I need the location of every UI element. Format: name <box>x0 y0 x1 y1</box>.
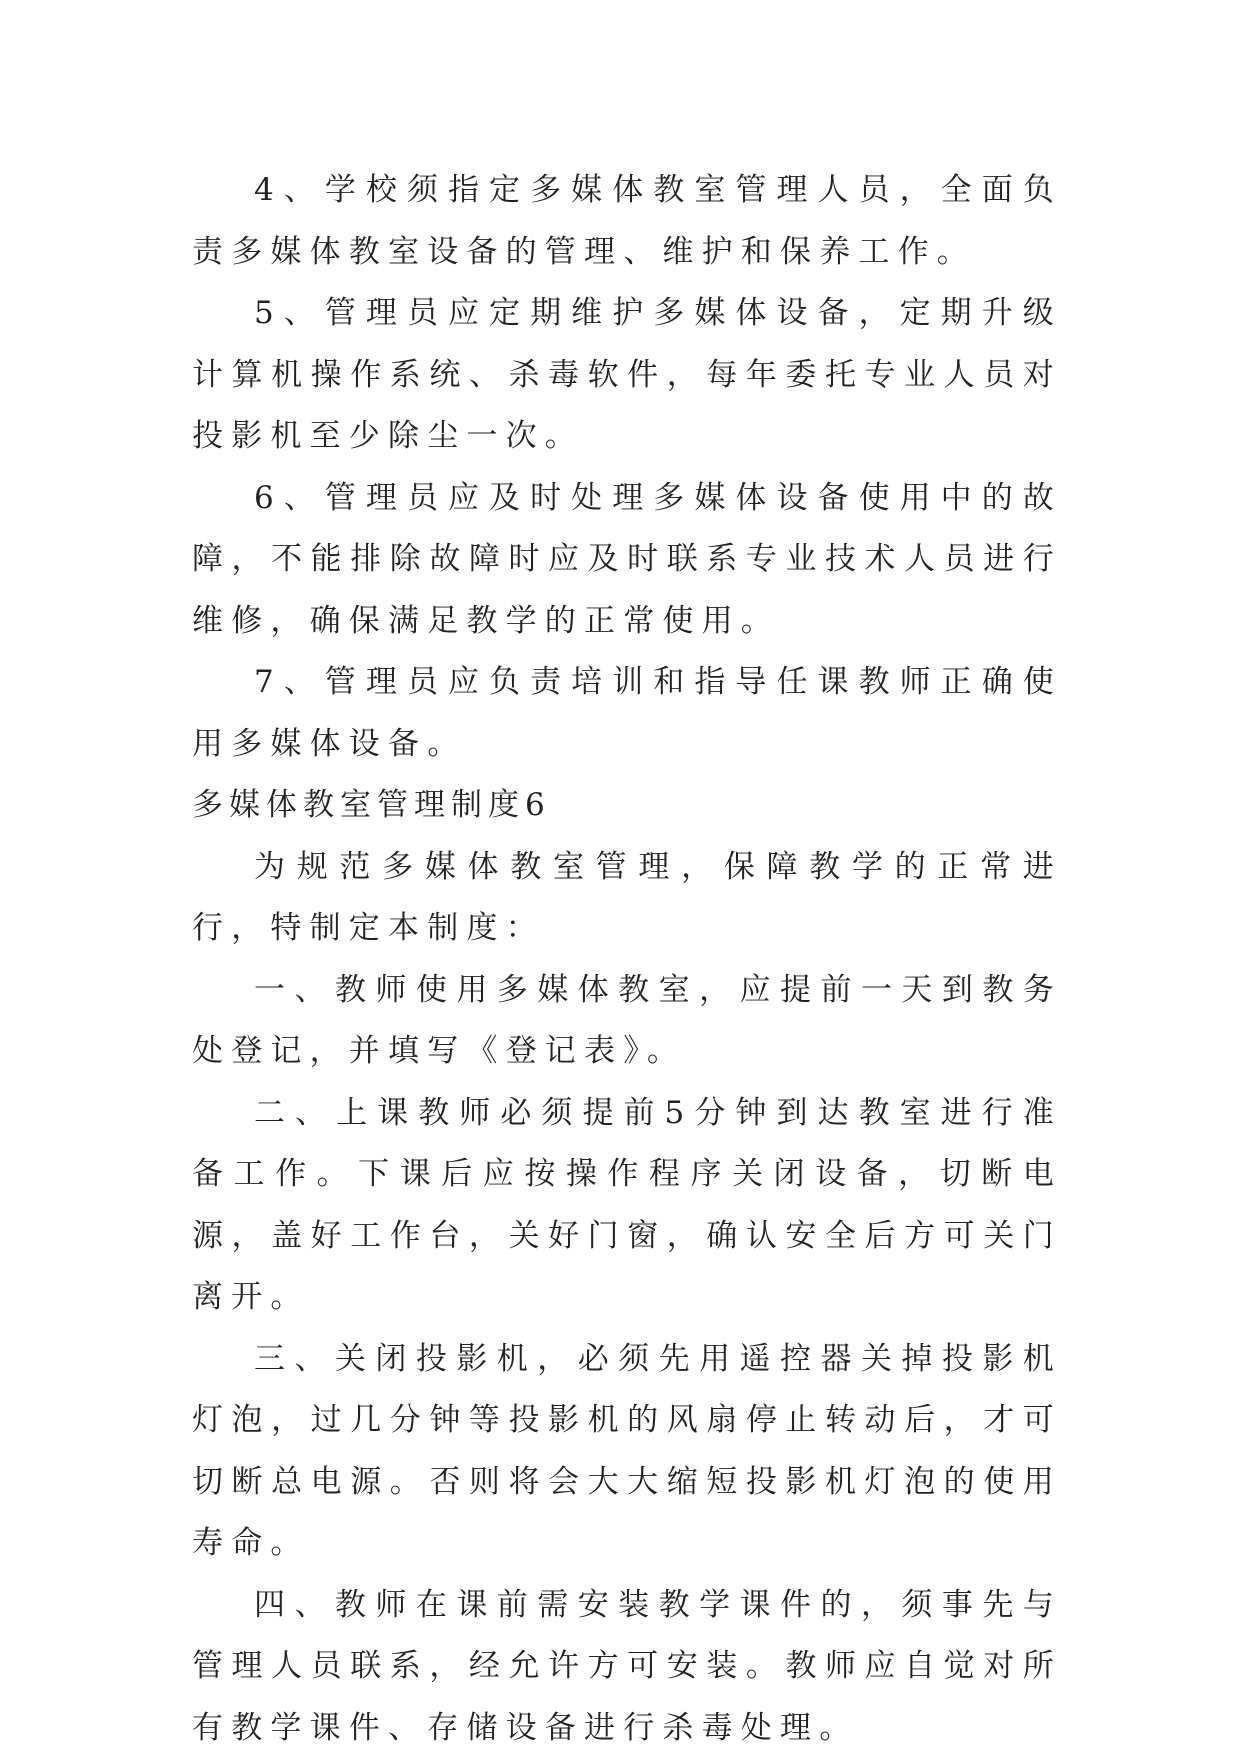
paragraph-item-6: 6、管理员应及时处理多媒体设备使用中的故障，不能排除故障时应及时联系专业技术人员进行维修，确保满足教学的正常使用。 <box>192 468 1062 653</box>
paragraph-rule-4: 四、教师在课前需安装教学课件的，须事先与管理人员联系，经允许方可安装。教师应自觉对所有教学课件、存储设备进行杀毒处理。 <box>192 1575 1062 1759</box>
section-title: 多媒体教室管理制度6 <box>192 775 1062 837</box>
document-body <box>192 160 1062 1759</box>
paragraph-item-4: 4、学校须指定多媒体教室管理人员，全面负责多媒体教室设备的管理、维护和保养工作。 <box>192 160 1062 283</box>
paragraph-rule-3: 三、关闭投影机，必须先用遥控器关掉投影机灯泡，过几分钟等投影机的风扇停止转动后，才可切断总电源。否则将会大大缩短投影机灯泡的使用寿命。 <box>192 1329 1062 1575</box>
paragraph-intro: 为规范多媒体教室管理，保障教学的正常进行，特制定本制度： <box>192 837 1062 960</box>
paragraph-rule-1: 一、教师使用多媒体教室，应提前一天到教务处登记，并填写《登记表》。 <box>192 960 1062 1083</box>
paragraph-item-5: 5、管理员应定期维护多媒体设备，定期升级计算机操作系统、杀毒软件，每年委托专业人员对投影机至少除尘一次。 <box>192 283 1062 468</box>
paragraph-rule-2: 二、上课教师必须提前5分钟到达教室进行准备工作。下课后应按操作程序关闭设备，切断电源，盖好工作台，关好门窗，确认安全后方可关门离开。 <box>192 1083 1062 1329</box>
paragraph-item-7: 7、管理员应负责培训和指导任课教师正确使用多媒体设备。 <box>192 652 1062 775</box>
